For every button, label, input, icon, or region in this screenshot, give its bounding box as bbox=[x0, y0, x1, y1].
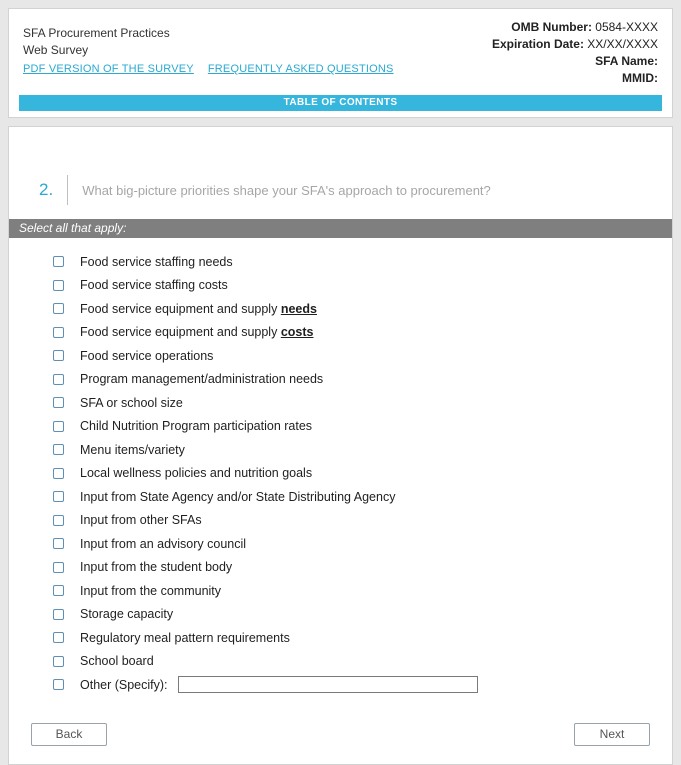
option-label: School board bbox=[80, 654, 154, 669]
checkbox-option-row bbox=[53, 415, 672, 439]
next-button[interactable]: Next bbox=[574, 723, 650, 746]
question-number: 2. bbox=[39, 180, 54, 199]
omb-meta-block bbox=[492, 19, 658, 87]
checkbox-option-row bbox=[53, 321, 672, 345]
option-label: Input from the community bbox=[80, 583, 222, 598]
survey-title-line1: SFA Procurement Practices bbox=[23, 26, 170, 40]
checkbox-option-row bbox=[53, 250, 672, 274]
checkbox-option-row bbox=[53, 603, 672, 627]
back-button[interactable]: Back bbox=[31, 723, 107, 746]
omb-number-line: OMB Number: 0584-XXXX bbox=[511, 20, 658, 34]
option-label: Input from an advisory council bbox=[80, 536, 247, 551]
checkbox[interactable] bbox=[53, 491, 64, 502]
pdf-version-link[interactable]: PDF VERSION OF THE SURVEY bbox=[23, 63, 194, 75]
checkbox[interactable] bbox=[53, 515, 64, 526]
checkbox[interactable] bbox=[53, 632, 64, 643]
option-label: Food service staffing costs bbox=[80, 278, 228, 293]
option-label: Input from the student body bbox=[80, 560, 233, 575]
checkbox[interactable] bbox=[53, 350, 64, 361]
checkbox-option-row bbox=[53, 368, 672, 392]
question-divider bbox=[67, 175, 68, 205]
checkbox[interactable] bbox=[53, 327, 64, 338]
checkbox[interactable] bbox=[53, 585, 64, 596]
question-text: What big-picture priorities shape your SFA's approach to procurement? bbox=[82, 182, 491, 198]
checkbox[interactable] bbox=[53, 303, 64, 314]
question-card bbox=[8, 126, 673, 765]
checkbox-option-row bbox=[53, 485, 672, 509]
other-specify-input[interactable] bbox=[178, 676, 478, 693]
checkbox[interactable] bbox=[53, 444, 64, 455]
survey-title-line2: Web Survey bbox=[23, 43, 89, 57]
checkbox[interactable] bbox=[53, 679, 64, 690]
checkbox[interactable] bbox=[53, 421, 64, 432]
checkbox[interactable] bbox=[53, 280, 64, 291]
checkbox-option-row bbox=[53, 579, 672, 603]
options-list bbox=[9, 238, 672, 697]
checkbox[interactable] bbox=[53, 397, 64, 408]
checkbox[interactable] bbox=[53, 538, 64, 549]
option-label: Regulatory meal pattern requirements bbox=[80, 630, 290, 645]
survey-header bbox=[8, 8, 673, 118]
option-label: Child Nutrition Program participation rates bbox=[80, 419, 313, 434]
table-of-contents-button[interactable]: TABLE OF CONTENTS bbox=[19, 95, 662, 111]
checkbox[interactable] bbox=[53, 374, 64, 385]
option-label: SFA or school size bbox=[80, 395, 183, 410]
mmid-line: MMID: bbox=[622, 71, 658, 85]
option-label: Food service staffing needs bbox=[80, 254, 233, 269]
checkbox[interactable] bbox=[53, 656, 64, 667]
checkbox-option-row bbox=[53, 556, 672, 580]
option-label: Storage capacity bbox=[80, 607, 174, 622]
checkbox-option-row bbox=[53, 626, 672, 650]
instruction-bar: Select all that apply: bbox=[9, 219, 672, 238]
checkbox-option-row bbox=[53, 391, 672, 415]
option-label: Input from State Agency and/or State Distributing Agency bbox=[80, 489, 396, 504]
checkbox[interactable] bbox=[53, 468, 64, 479]
option-label: Program management/administration needs bbox=[80, 372, 324, 387]
checkbox-option-row bbox=[53, 438, 672, 462]
option-label: Food service operations bbox=[80, 348, 214, 363]
checkbox-option-row bbox=[53, 274, 672, 298]
checkbox-option-row bbox=[53, 673, 672, 697]
option-label-emphasis: costs bbox=[280, 325, 314, 340]
option-label: Food service equipment and supply costs bbox=[80, 325, 314, 340]
option-label-emphasis: needs bbox=[280, 301, 317, 316]
option-label: Food service equipment and supply needs bbox=[80, 301, 317, 316]
checkbox-option-row bbox=[53, 650, 672, 674]
checkbox[interactable] bbox=[53, 562, 64, 573]
checkbox-option-row bbox=[53, 462, 672, 486]
checkbox-option-row bbox=[53, 344, 672, 368]
checkbox[interactable] bbox=[53, 256, 64, 267]
expiration-date-line: Expiration Date: XX/XX/XXXX bbox=[491, 37, 658, 51]
option-label: Local wellness policies and nutrition goals bbox=[80, 466, 313, 481]
option-label: Input from other SFAs bbox=[80, 513, 202, 528]
checkbox-option-row bbox=[53, 532, 672, 556]
checkbox[interactable] bbox=[53, 609, 64, 620]
option-label: Menu items/variety bbox=[80, 442, 185, 457]
faq-link[interactable]: FREQUENTLY ASKED QUESTIONS bbox=[207, 63, 394, 75]
option-label: Other (Specify): bbox=[80, 677, 168, 692]
checkbox-option-row bbox=[53, 509, 672, 533]
checkbox-option-row bbox=[53, 297, 672, 321]
sfa-name-line: SFA Name: bbox=[595, 54, 658, 68]
